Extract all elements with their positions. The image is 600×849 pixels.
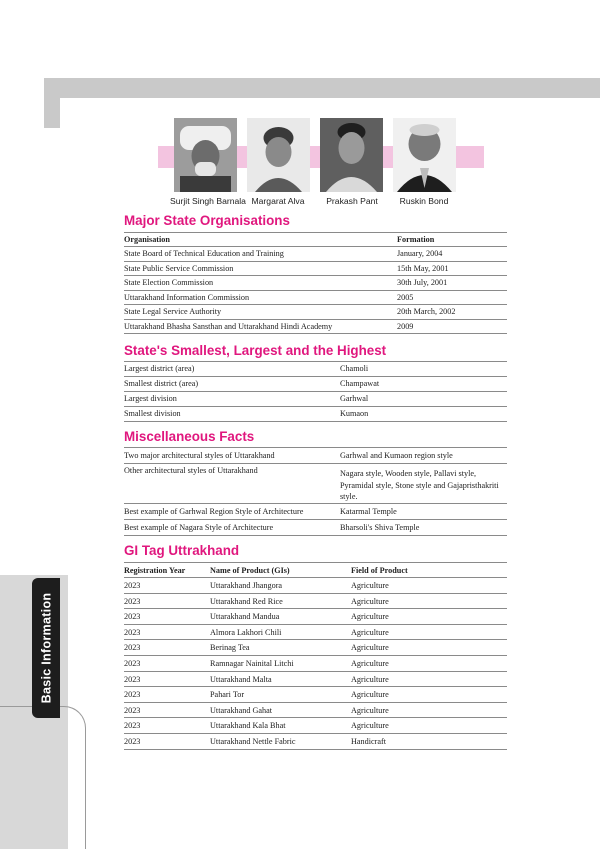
table-cell: Agriculture xyxy=(351,690,389,700)
table-cell: Largest division xyxy=(124,394,177,403)
table-cell: 15th May, 2001 xyxy=(397,263,449,273)
table-cell: Largest district (area) xyxy=(124,364,195,373)
table-cell: 2023 xyxy=(124,705,141,715)
table-cell: State Legal Service Authority xyxy=(124,307,222,316)
gi-table xyxy=(124,562,507,750)
table-header-row xyxy=(124,232,507,247)
photo-caption: Surjit Singh Barnala xyxy=(170,196,246,206)
table-row xyxy=(124,625,507,641)
table-cell: State Public Service Commission xyxy=(124,263,234,273)
table-cell: Katarmal Temple xyxy=(340,507,397,516)
table-row xyxy=(124,262,507,277)
table-row xyxy=(124,247,507,262)
photo-caption: Prakash Pant xyxy=(326,196,378,206)
table-cell: January, 2004 xyxy=(397,249,443,258)
table-cell: Almora Lakhori Chili xyxy=(210,627,282,637)
table-cell: 30th July, 2001 xyxy=(397,278,448,287)
table-row xyxy=(124,520,507,536)
table-cell: State Board of Technical Education and Training xyxy=(124,249,284,258)
table-cell: Two major architectural styles of Uttarakhand xyxy=(124,451,275,460)
table-cell: Ramnagar Nainital Litchi xyxy=(210,658,294,668)
table-cell: Garhwal and Kumaon region style xyxy=(340,451,453,460)
table-row xyxy=(124,594,507,610)
table-cell: Smallest district (area) xyxy=(124,379,199,388)
table-cell: Smallest division xyxy=(124,409,181,418)
column-header: Name of Product (GIs) xyxy=(210,566,290,575)
photo-caption: Margarat Alva xyxy=(251,196,305,206)
table-cell: Berinag Tea xyxy=(210,643,250,653)
table-row xyxy=(124,640,507,656)
side-tab-label: Basic Information xyxy=(39,592,53,704)
table-row xyxy=(124,276,507,291)
section-heading: GI Tag Uttrakhand xyxy=(124,543,240,558)
table-cell: 2009 xyxy=(397,321,414,331)
table-cell: Uttarakhand Nettle Fabric xyxy=(210,736,296,746)
table-row xyxy=(124,578,507,594)
table-cell: 2023 xyxy=(124,612,141,622)
top-decorative-band xyxy=(44,78,600,98)
table-row xyxy=(124,687,507,703)
section-heading: State's Smallest, Largest and the Highest xyxy=(124,343,387,358)
table-cell: Other architectural styles of Uttarakhand xyxy=(124,466,258,475)
table-cell: 20th March, 2002 xyxy=(397,307,456,316)
column-header: Formation xyxy=(397,235,435,244)
column-header: Organisation xyxy=(124,235,170,244)
table-cell: Uttarakhand Gahat xyxy=(210,705,273,715)
table-row xyxy=(124,672,507,688)
table-cell: 2005 xyxy=(397,292,414,302)
column-header: Registration Year xyxy=(124,566,186,575)
table-cell: Uttarakhand Red Rice xyxy=(210,596,283,606)
table-row xyxy=(124,504,507,520)
table-cell: Uttarakhand Kala Bhat xyxy=(210,721,286,731)
table-row xyxy=(124,464,507,504)
table-cell: Agriculture xyxy=(351,581,389,590)
organisations-table xyxy=(124,232,507,334)
photo-caption: Ruskin Bond xyxy=(399,196,449,206)
table-cell: Bharsoli's Shiva Temple xyxy=(340,523,420,532)
extremes-table xyxy=(124,361,507,422)
table-cell: 2023 xyxy=(124,658,141,668)
table-row xyxy=(124,305,507,320)
table-row xyxy=(124,320,507,335)
table-cell: Agriculture xyxy=(351,658,389,668)
table-row xyxy=(124,362,507,377)
table-cell: Nagara style, Wooden style, Pallavi style, Pyramidal style, Stone style and Gajapristhakriti style. xyxy=(340,469,499,502)
table-row xyxy=(124,656,507,672)
portrait-photo xyxy=(174,118,237,192)
table-row xyxy=(124,291,507,306)
left-decorative-band xyxy=(44,78,60,128)
table-cell: Garhwal xyxy=(340,394,369,403)
portrait-photo xyxy=(247,118,310,192)
table-cell: Agriculture xyxy=(351,643,389,653)
table-cell: 2023 xyxy=(124,674,141,684)
section-heading: Miscellaneous Facts xyxy=(124,429,255,444)
table-row xyxy=(124,703,507,719)
portrait-photo xyxy=(320,118,383,192)
table-cell: Champawat xyxy=(340,379,380,388)
portrait-photo xyxy=(393,118,456,192)
table-cell: 2023 xyxy=(124,581,141,590)
column-header: Field of Product xyxy=(351,566,408,575)
table-cell: Kumaon xyxy=(340,409,369,418)
table-cell: 2023 xyxy=(124,721,141,731)
table-cell: Best example of Garhwal Region Style of Architecture xyxy=(124,507,304,516)
table-cell: Handicraft xyxy=(351,736,387,746)
table-row xyxy=(124,609,507,625)
table-header-row xyxy=(124,562,507,578)
table-cell: Uttarakhand Malta xyxy=(210,674,272,684)
table-cell: 2023 xyxy=(124,643,141,653)
table-row xyxy=(124,407,507,422)
side-tab xyxy=(32,578,60,718)
table-cell: Uttarakhand Mandua xyxy=(210,612,280,622)
table-cell: 2023 xyxy=(124,690,141,700)
table-cell: Pahari Tor xyxy=(210,690,245,700)
table-cell: 2023 xyxy=(124,596,141,606)
table-row xyxy=(124,448,507,464)
table-cell: Best example of Nagara Style of Architecture xyxy=(124,523,274,532)
table-cell: Agriculture xyxy=(351,721,389,731)
table-cell: Agriculture xyxy=(351,705,389,715)
table-cell: State Election Commission xyxy=(124,278,214,287)
table-cell: Agriculture xyxy=(351,612,389,622)
table-cell: Uttarakhand Bhasha Sansthan and Uttarakhand Hindi Academy xyxy=(124,321,333,331)
section-heading: Major State Organisations xyxy=(124,213,290,228)
table-cell: Agriculture xyxy=(351,596,389,606)
misc-table xyxy=(124,447,507,536)
table-cell: Chamoli xyxy=(340,364,369,373)
table-cell: Agriculture xyxy=(351,674,389,684)
table-row xyxy=(124,377,507,392)
table-cell: 2023 xyxy=(124,736,141,746)
table-cell: 2023 xyxy=(124,627,141,637)
table-cell: Uttarakhand Jhangora xyxy=(210,581,283,590)
table-row xyxy=(124,734,507,750)
table-cell: Agriculture xyxy=(351,627,389,637)
table-row xyxy=(124,718,507,734)
side-curved-border xyxy=(0,706,86,849)
table-cell: Uttarakhand Information Commission xyxy=(124,292,250,302)
table-row xyxy=(124,392,507,407)
